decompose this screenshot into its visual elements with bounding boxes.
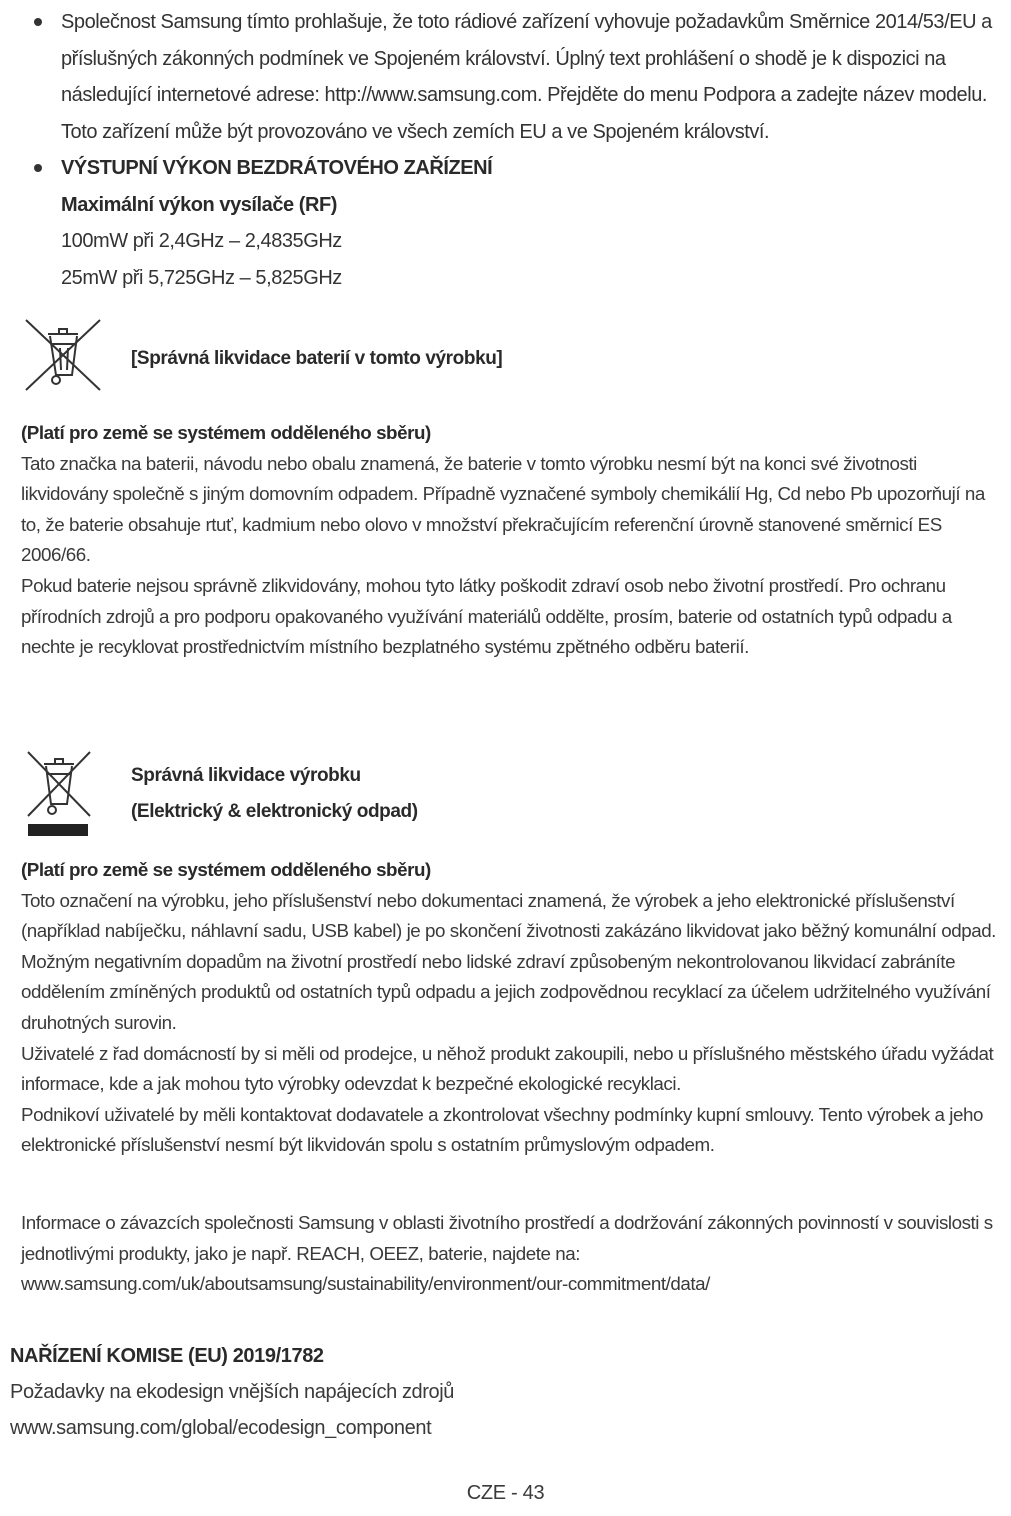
output-power-bullet [34,150,1007,296]
commitments-text: Informace o závazcích společnosti Samsung v oblasti životního prostředí a dodržování zákonných povinností v souvislosti s jednotlivými produkty, jako je např. REACH, OEEZ, baterie, najdete na: [21,1212,993,1264]
weee-section [21,855,1007,1161]
declaration-text: Společnost Samsung tímto prohlašuje, že toto rádiové zařízení vyhovuje požadavkům Směrnice 2014/53/EU a příslušných zákonných podmínek ve Spojeném království. Úplný text prohlášení o shodě je k dispozici na následující internetové adrese: http://www.samsung.com. Přejděte do menu Podpora a zadejte název modelu. Toto zařízení může být provozováno ve všech zemích EU a ve Spojeném království. [61,11,992,143]
bullet-dot [34,164,42,172]
weee-paragraph-3: Podnikoví uživatelé by měli kontaktovat dodavatele a zkontrolovat všechny podmínky kupní smlouvy. Tento výrobek a jeho elektronické příslušenství nesmí být likvidován spolu s ostatním průmyslovým odpadem. [21,1103,983,1156]
crossed-out-wheelie-bin-with-bar-icon [24,750,94,838]
regulation-text: Požadavky na ekodesign vnějších napájecích zdrojů [10,1381,455,1403]
battery-subheading: (Platí pro země se systémem odděleného sběru) [21,422,431,443]
weee-heading-line-2: (Elektrický & elektronický odpad) [131,801,418,822]
regulation-url[interactable]: www.samsung.com/global/ecodesign_component [10,1417,432,1439]
regulation-title: NAŘÍZENÍ KOMISE (EU) 2019/1782 [10,1345,324,1367]
battery-paragraph-1: Tato značka na baterii, návodu nebo obalu znamená, že baterie v tomto výrobku nesmí být na konci své životnosti likvidovány společně s jiným domovním odpadem. Případně vyznačené symboly chemikálií Hg, Cd nebo Pb upozorňují na to, že baterie obsahuje rtuť, kadmium nebo olovo v množství překračujícím referenční úrovně stanovené směrnicí ES 2006/66. [21,452,985,566]
crossed-out-wheelie-bin-icon [24,318,102,392]
commitments-url[interactable]: www.samsung.com/uk/aboutsamsung/sustainability/environment/our-commitment/data/ [21,1273,710,1295]
bullet-dot [34,18,42,26]
weee-heading-line-1: Správná likvidace výrobku [131,765,361,786]
weee-paragraph-1: Toto označení na výrobku, jeho příslušenství nebo dokumentaci znamená, že výrobek a jeho elektronické příslušenství (například nabíječku, náhlavní sadu, USB kabel) je po skončení životnosti zakázáno likvidovat jako běžný komunální odpad. Možným negativním dopadům na životní prostředí nebo lidské zdraví způsobeným nekontrolovanou likvidací zabráníte oddělením zmíněných produktů od ostatních typů odpadu a jejich zodpovědnou recyklací za účelem udržitelného využívání druhotných surovin. [21,889,996,1033]
battery-disposal-section [21,418,1007,663]
declaration-section [34,4,1007,296]
weee-subheading: (Platí pro země se systémem odděleného sběru) [21,859,431,880]
declaration-bullet [34,4,1007,150]
weee-paragraph-2: Uživatelé z řad domácností by si měli od prodejce, u něhož produkt zakoupili, nebo u příslušného městského úřadu vyžádat informace, kde a jak mohou tyto výrobky odevzdat k bezpečné ekologické recyklaci. [21,1042,994,1095]
max-power-title: Maximální výkon vysílače (RF) [61,193,337,216]
power-line-1: 100mW při 2,4GHz – 2,4835GHz [61,230,342,252]
commitments-section [21,1208,1007,1300]
battery-disposal-heading: [Správná likvidace baterií v tomto výrobku] [131,348,503,369]
power-line-2: 25mW při 5,725GHz – 5,825GHz [61,266,342,289]
page-number: CZE - 43 [466,1482,545,1504]
battery-paragraph-2: Pokud baterie nejsou správně zlikvidovány, mohou tyto látky poškodit zdraví osob nebo životní prostředí. Pro ochranu přírodních zdrojů a pro podporu opakovaného využívání materiálů oddělte, prosím, baterie od ostatních typů odpadu a nechte je recyklovat prostřednictvím místního bezplatného systému zpětného odběru baterií. [21,574,952,658]
output-power-title: VÝSTUPNÍ VÝKON BEZDRÁTOVÉHO ZAŘÍZENÍ [61,157,493,179]
regulation-section [10,1338,1007,1446]
